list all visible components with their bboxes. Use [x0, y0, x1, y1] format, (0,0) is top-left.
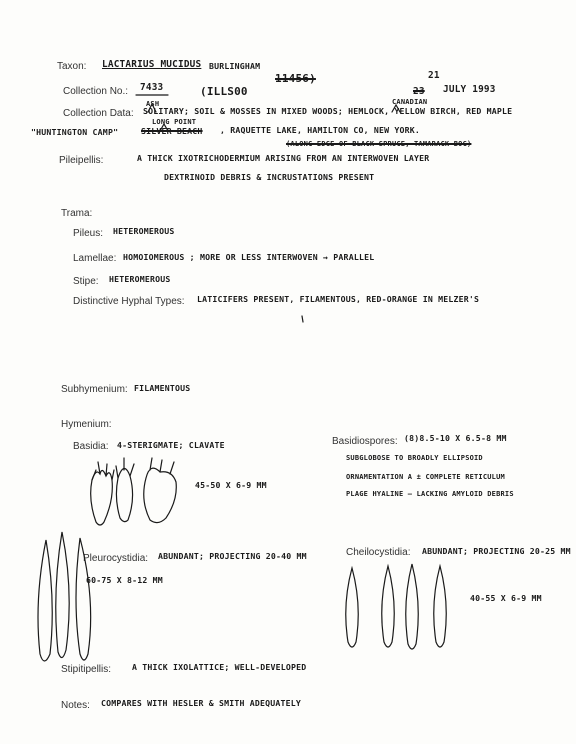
basidiospores-line2: SUBGLOBOSE TO BROADLY ELLIPSOID — [346, 454, 483, 462]
insert-long-point: LONG POINT — [152, 118, 197, 126]
pileus-value: HETEROMEROUS — [113, 226, 175, 236]
pleurocystidia-size: 60-75 X 8-12 ΜM — [86, 575, 163, 585]
herbarium-number: (ILLS00 — [200, 85, 248, 98]
pleurocystidia-value: ABUNDANT; PROJECTING 20-40 ΜM — [158, 551, 307, 561]
basidia-size: 45-50 X 6-9 ΜM — [195, 480, 267, 490]
basidiospores-value: (8)8.5-10 X 6.5-8 ΜM — [404, 433, 507, 443]
basidiospores-line4: PLAGE HYALINE — LACKING AMYLOID DEBRIS — [346, 490, 514, 498]
insert-ash: ASH — [146, 100, 160, 108]
stipitipellis-value: A THICK IXOLATTICE; WELL-DEVELOPED — [132, 662, 307, 672]
basidiospores-line3: ORNAMENTATION A ± COMPLETE RETICULUM — [346, 473, 505, 481]
pileipellis-label: Pileipellis: — [59, 155, 104, 166]
cheilocystidia-sketch — [346, 564, 447, 649]
basidia-value: 4-STERIGMATE; CLAVATE — [117, 440, 225, 450]
insert-canadian: CANADIAN — [392, 98, 428, 106]
hyphal-types-value: LATICIFERS PRESENT, FILAMENTOUS, RED-ORANGE IN MELZER'S — [197, 294, 480, 304]
date-day: 21 — [428, 70, 440, 81]
date-month-year: JULY 1993 — [443, 84, 496, 95]
cheilocystidia-size: 40-55 X 6-9 ΜM — [470, 593, 542, 603]
basidia-sketch — [91, 458, 177, 525]
subhymenium-label: Subhymenium: — [61, 384, 128, 395]
collection-data-line3-struck: (ALONG EDGE OF BLACK SPRUCE, TAMARACK BOG) — [286, 140, 472, 148]
collection-no-value: 7433 — [140, 82, 164, 93]
basidiospores-label: Basidiospores: — [332, 436, 398, 447]
stray-mark — [302, 316, 303, 322]
pileus-label: Pileus: — [73, 228, 104, 239]
hymenium-label: Hymenium: — [61, 419, 112, 430]
notes-label: Notes: — [61, 700, 90, 711]
cheilocystidia-label: Cheilocystidia: — [346, 547, 411, 558]
pileipellis-line1: A THICK IXOTRICHODERMIUM ARISING FROM AN INTERWOVEN LAYER — [137, 153, 430, 163]
pleurocystidia-sketch — [38, 532, 91, 661]
lamellae-label: Lamellae: — [73, 253, 117, 264]
taxon-name: LACTARIUS MUCIDUS — [102, 59, 202, 70]
notes-value: COMPARES WITH HESLER & SMITH ADEQUATELY — [101, 698, 302, 708]
stipe-label: Stipe: — [73, 276, 99, 287]
taxon-label: Taxon: — [57, 61, 87, 72]
stipitipellis-label: Stipitipellis: — [61, 664, 112, 675]
herbarium-number-struck: 11456) — [275, 72, 316, 85]
collection-no-label: Collection No.: — [63, 86, 129, 97]
margin-note: "HUNTINGTON CAMP" — [31, 127, 119, 137]
collection-data-line1: SOLITARY; SOIL & MOSSES IN MIXED WOODS; HEMLOCK, YELLOW BIRCH, RED MAPLE — [143, 106, 513, 116]
lamellae-value: HOMOIOMEROUS ; MORE OR LESS INTERWOVEN → PARALLEL — [123, 252, 375, 262]
collection-data-line2-struck: SILVER BEACH — [141, 126, 203, 136]
caret-ash — [148, 104, 156, 112]
stipe-value: HETEROMEROUS — [109, 274, 171, 284]
hyphal-types-label: Distinctive Hyphal Types: — [73, 296, 185, 307]
basidia-label: Basidia: — [73, 441, 109, 452]
pileipellis-line2: DEXTRINOID DEBRIS & INCRUSTATIONS PRESENT — [164, 172, 375, 182]
pleurocystidia-label: Pleurocystidia: — [83, 553, 149, 564]
date-day-struck: 23 — [413, 86, 425, 97]
collection-data-line2: , RAQUETTE LAKE, HAMILTON CO, NEW YORK. — [220, 125, 421, 135]
trama-label: Trama: — [61, 208, 93, 219]
taxon-author: BURLINGHAM — [209, 61, 261, 71]
subhymenium-value: FILAMENTOUS — [134, 383, 191, 393]
collection-data-label: Collection Data: — [63, 108, 134, 119]
caret-long-point — [160, 124, 168, 131]
cheilocystidia-value: ABUNDANT; PROJECTING 20-25 ΜM — [422, 546, 571, 556]
caret-canadian — [392, 105, 400, 112]
